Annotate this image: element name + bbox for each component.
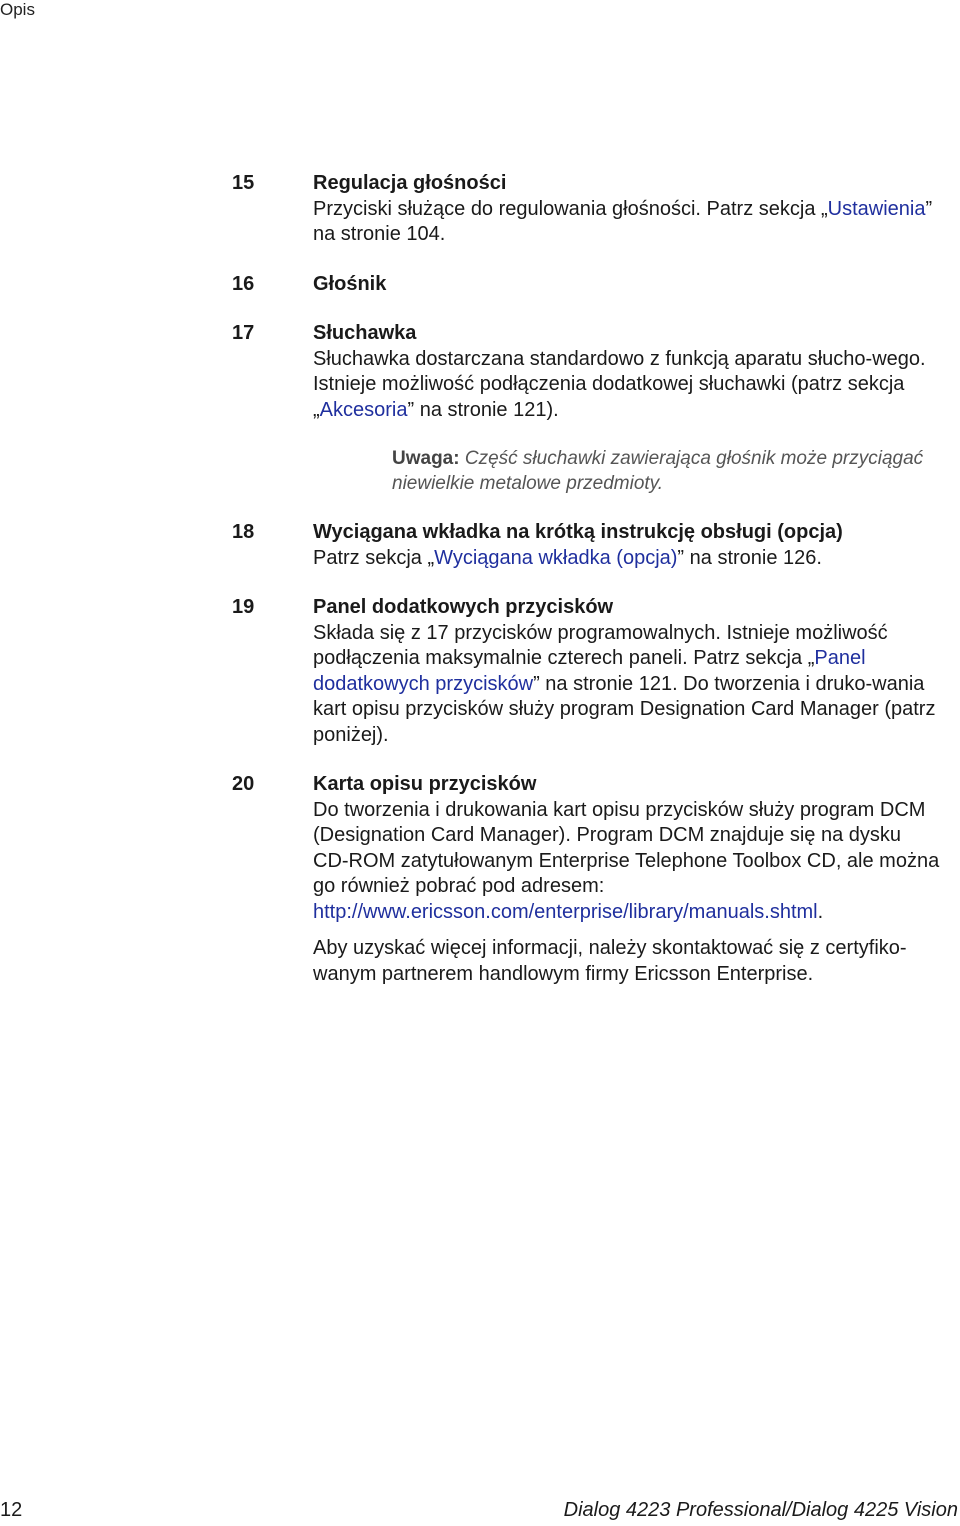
list-item-16 xyxy=(232,272,942,298)
description-text-end: ” na stronie 121). xyxy=(407,398,559,421)
description-text: Do tworzenia i drukowania kart opisu przycisków służy program DCM (Designation Card Manager). Program DCM znajduje się na dysku CD-ROM zatytułowanym Enterprise Telephone Toolbox CD, ale można go również pobrać pod adresem: xyxy=(313,798,940,897)
item-body xyxy=(313,772,942,987)
description-text-end: ” na stronie 121. Do tworzenia i druko-wania kart opisu przycisków służy program Designation Card Manager (patrz poniżej). xyxy=(313,672,936,746)
item-number: 15 xyxy=(232,172,255,194)
item-list xyxy=(232,171,942,1011)
page-number: 12 xyxy=(0,1499,23,1521)
link-akcesoria[interactable]: Akcesoria xyxy=(319,398,408,421)
quote-mark: „ xyxy=(313,398,320,421)
section-header-label: Opis xyxy=(0,0,35,19)
list-item-19 xyxy=(232,595,942,748)
quote-mark: „ xyxy=(821,197,828,220)
document-title: Dialog 4223 Professional/Dialog 4225 Vision xyxy=(563,1499,958,1521)
item-description xyxy=(313,798,942,926)
item-title: Słuchawka xyxy=(313,322,417,344)
description-text: Słuchawka dostarczana standardowo z funkcją aparatu słucho-wego. Istnieje możliwość podłączenia dodatkowej słuchawki (patrz sekcja xyxy=(313,347,926,395)
item-body xyxy=(313,272,942,298)
item-body xyxy=(313,321,942,496)
description-text-end: ” na stronie 104. xyxy=(313,197,933,245)
item-body xyxy=(313,595,942,748)
item-description xyxy=(313,546,942,572)
note-label: Uwaga: xyxy=(392,448,460,469)
description-text: Przyciski służące do regulowania głośności. Patrz sekcja xyxy=(313,197,821,220)
quote-mark: „ xyxy=(427,546,435,569)
item-title: Regulacja głośności xyxy=(313,172,507,194)
list-item-15 xyxy=(232,171,942,248)
list-item-20 xyxy=(232,772,942,987)
note-text: Część słuchawki zawierająca głośnik może przyciągać niewielkie metalowe przedmioty. xyxy=(392,448,924,494)
item-title: Karta opisu przycisków xyxy=(313,773,537,795)
item-number: 20 xyxy=(232,773,255,795)
description-text-end: ” na stronie 126. xyxy=(677,546,822,569)
item-description xyxy=(313,197,942,248)
item-title: Wyciągana wkładka na krótką instrukcję obsługi (opcja) xyxy=(313,521,843,543)
link-ericsson-manuals-url[interactable]: http://www.ericsson.com/enterprise/library/manuals.shtml xyxy=(313,900,818,923)
list-item-17 xyxy=(232,321,942,496)
item-number: 18 xyxy=(232,521,255,543)
item-description xyxy=(313,621,942,749)
link-panel-dodatkowych-przyciskow[interactable]: Panel dodatkowych przycisków xyxy=(313,647,866,695)
item-description xyxy=(313,347,942,424)
item-title: Głośnik xyxy=(313,272,387,295)
note-box xyxy=(392,446,942,496)
item-body xyxy=(313,171,942,248)
item-paragraph-2: Aby uzyskać więcej informacji, należy skontaktować się z certyfiko-wanym partnerem handlowym firmy Ericsson Enterprise. xyxy=(313,937,907,985)
item-title: Panel dodatkowych przycisków xyxy=(313,596,614,618)
description-text: Patrz sekcja xyxy=(313,546,428,569)
item-number: 19 xyxy=(232,596,255,618)
item-body xyxy=(313,520,942,571)
link-ustawienia[interactable]: Ustawienia xyxy=(827,197,926,220)
list-item-18 xyxy=(232,520,942,571)
description-text-end: . xyxy=(817,900,824,923)
description-text: Składa się z 17 przycisków programowalnych. Istnieje możliwość podłączenia maksymalnie czterech paneli. Patrz sekcja xyxy=(313,621,888,669)
item-number: 17 xyxy=(232,322,255,344)
link-wyciagana-wkladka[interactable]: Wyciągana wkładka (opcja) xyxy=(434,546,678,569)
item-number: 16 xyxy=(232,272,255,295)
quote-mark: „ xyxy=(807,647,815,669)
